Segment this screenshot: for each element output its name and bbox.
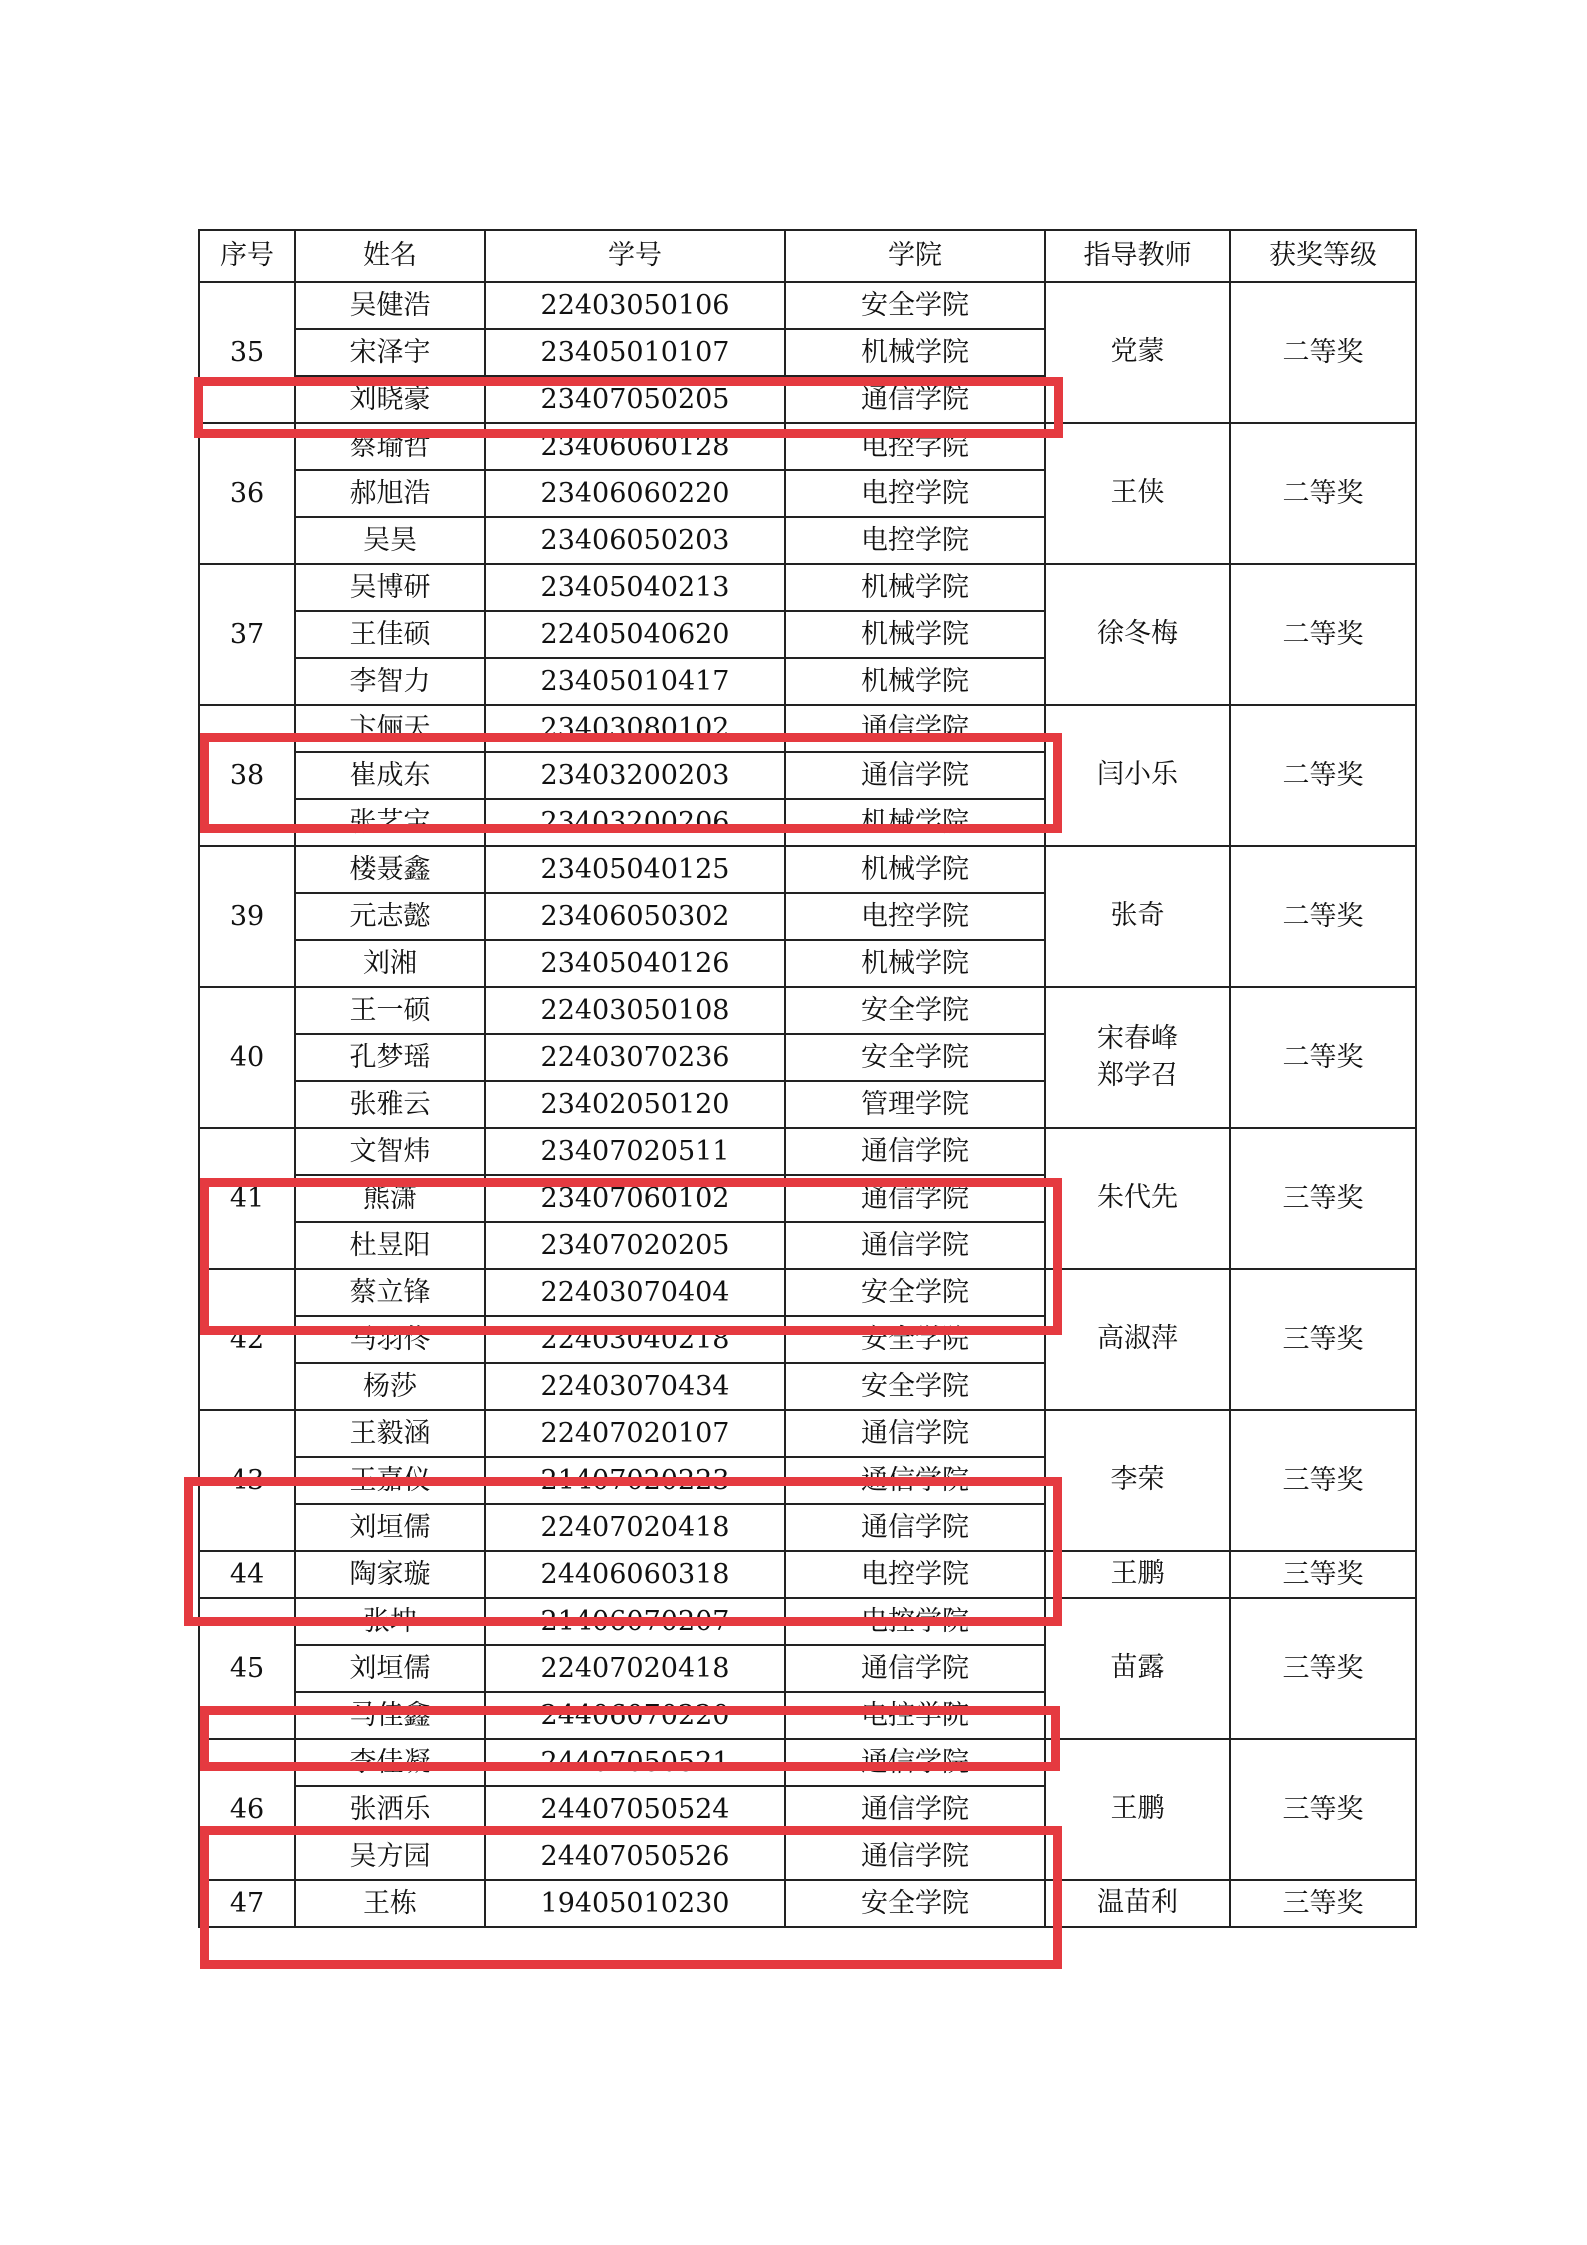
cell-student-id: 23407020511 [485, 1128, 785, 1175]
cell-college: 电控学院 [785, 1551, 1045, 1598]
cell-award: 三等奖 [1230, 1880, 1416, 1927]
cell-student-id: 23405040213 [485, 564, 785, 611]
table-row [199, 987, 1416, 1034]
cell-advisor [1045, 987, 1230, 1128]
cell-college: 通信学院 [785, 1645, 1045, 1692]
cell-name: 刘垣儒 [295, 1504, 485, 1551]
cell-advisor [1045, 1739, 1230, 1880]
table-row [199, 564, 1416, 611]
cell-award: 三等奖 [1230, 1598, 1416, 1739]
cell-college: 电控学院 [785, 517, 1045, 564]
cell-name: 王一硕 [295, 987, 485, 1034]
cell-advisor [1045, 282, 1230, 423]
advisor-name: 张奇 [1110, 900, 1165, 932]
advisor-name: 温苗利 [1097, 1887, 1178, 1919]
cell-college: 通信学院 [785, 1410, 1045, 1457]
cell-name: 蔡立锋 [295, 1269, 485, 1316]
cell-seq: 47 [199, 1880, 295, 1927]
cell-college: 机械学院 [785, 564, 1045, 611]
cell-name: 元志懿 [295, 893, 485, 940]
cell-student-id: 23402050120 [485, 1081, 785, 1128]
advisor-name: 王侠 [1110, 477, 1165, 509]
cell-student-id: 23405040126 [485, 940, 785, 987]
cell-advisor [1045, 1269, 1230, 1410]
cell-name: 吴昊 [295, 517, 485, 564]
cell-college: 通信学院 [785, 1504, 1045, 1551]
cell-name: 郝旭浩 [295, 470, 485, 517]
cell-name: 王栋 [295, 1880, 485, 1927]
cell-advisor [1045, 1410, 1230, 1551]
table-row [199, 1269, 1416, 1316]
cell-name: 马羽佟 [295, 1316, 485, 1363]
cell-name: 卞俪天 [295, 705, 485, 752]
cell-college: 安全学院 [785, 1316, 1045, 1363]
cell-student-id: 23405010107 [485, 329, 785, 376]
cell-student-id: 24407050521 [485, 1739, 785, 1786]
cell-name: 吴博研 [295, 564, 485, 611]
cell-college: 管理学院 [785, 1081, 1045, 1128]
cell-college: 安全学院 [785, 282, 1045, 329]
table-row [199, 282, 1416, 329]
cell-student-id: 22405040620 [485, 611, 785, 658]
cell-name: 李智力 [295, 658, 485, 705]
table-row [199, 1598, 1416, 1645]
cell-student-id: 22403050108 [485, 987, 785, 1034]
cell-seq: 40 [199, 987, 295, 1128]
cell-name: 李佳凝 [295, 1739, 485, 1786]
cell-award: 三等奖 [1230, 1551, 1416, 1598]
cell-student-id: 21406070207 [485, 1598, 785, 1645]
cell-student-id: 23403080102 [485, 705, 785, 752]
cell-student-id: 23406060220 [485, 470, 785, 517]
cell-name: 张艺宝 [295, 799, 485, 846]
cell-name: 楼聂鑫 [295, 846, 485, 893]
table-row [199, 1410, 1416, 1457]
cell-college: 通信学院 [785, 1786, 1045, 1833]
cell-seq: 44 [199, 1551, 295, 1598]
cell-seq: 35 [199, 282, 295, 423]
cell-student-id: 24406060318 [485, 1551, 785, 1598]
cell-student-id: 22403070236 [485, 1034, 785, 1081]
advisor-name: 徐冬梅 [1097, 618, 1178, 650]
table-row [199, 1128, 1416, 1175]
cell-name: 王嘉仪 [295, 1457, 485, 1504]
table-row [199, 1880, 1416, 1927]
advisor-name: 闫小乐 [1097, 759, 1178, 791]
cell-student-id: 22403050106 [485, 282, 785, 329]
cell-student-id: 23406050302 [485, 893, 785, 940]
cell-seq: 46 [199, 1739, 295, 1880]
cell-name: 杨莎 [295, 1363, 485, 1410]
cell-advisor [1045, 705, 1230, 846]
header-student-id: 学号 [485, 230, 785, 282]
cell-name: 刘垣儒 [295, 1645, 485, 1692]
cell-college: 安全学院 [785, 1034, 1045, 1081]
table-body [199, 282, 1416, 1927]
cell-college: 机械学院 [785, 611, 1045, 658]
cell-college: 电控学院 [785, 893, 1045, 940]
cell-advisor [1045, 1551, 1230, 1598]
advisor-name: 王鹏 [1110, 1558, 1165, 1590]
cell-college: 安全学院 [785, 1269, 1045, 1316]
cell-college: 机械学院 [785, 799, 1045, 846]
cell-student-id: 24407050524 [485, 1786, 785, 1833]
cell-college: 电控学院 [785, 1598, 1045, 1645]
cell-student-id: 23406060128 [485, 423, 785, 470]
cell-award: 二等奖 [1230, 423, 1416, 564]
cell-student-id: 24406070220 [485, 1692, 785, 1739]
cell-award: 二等奖 [1230, 564, 1416, 705]
cell-student-id: 23407050205 [485, 376, 785, 423]
cell-student-id: 24407050526 [485, 1833, 785, 1880]
cell-name: 马佳鑫 [295, 1692, 485, 1739]
cell-name: 杜昱阳 [295, 1222, 485, 1269]
cell-college: 安全学院 [785, 1880, 1045, 1927]
cell-student-id: 22403070434 [485, 1363, 785, 1410]
cell-college: 电控学院 [785, 423, 1045, 470]
cell-college: 电控学院 [785, 470, 1045, 517]
award-table [198, 229, 1417, 1928]
cell-name: 张雅云 [295, 1081, 485, 1128]
cell-name: 宋泽宇 [295, 329, 485, 376]
header-advisor: 指导教师 [1045, 230, 1230, 282]
cell-college: 通信学院 [785, 1128, 1045, 1175]
cell-student-id: 19405010230 [485, 1880, 785, 1927]
cell-student-id: 23406050203 [485, 517, 785, 564]
cell-college: 电控学院 [785, 1692, 1045, 1739]
cell-name: 刘晓豪 [295, 376, 485, 423]
cell-award: 二等奖 [1230, 282, 1416, 423]
cell-college: 通信学院 [785, 1222, 1045, 1269]
cell-seq: 42 [199, 1269, 295, 1410]
advisor-name: 苗露 [1110, 1652, 1165, 1684]
cell-name: 吴健浩 [295, 282, 485, 329]
cell-seq: 38 [199, 705, 295, 846]
cell-seq: 36 [199, 423, 295, 564]
cell-name: 文智炜 [295, 1128, 485, 1175]
cell-college: 安全学院 [785, 987, 1045, 1034]
cell-name: 张洒乐 [295, 1786, 485, 1833]
cell-college: 通信学院 [785, 1833, 1045, 1880]
cell-student-id: 23405010417 [485, 658, 785, 705]
cell-name: 孔梦瑶 [295, 1034, 485, 1081]
cell-name: 刘湘 [295, 940, 485, 987]
table-header [199, 230, 1416, 282]
cell-award: 三等奖 [1230, 1269, 1416, 1410]
table-row [199, 846, 1416, 893]
cell-award: 二等奖 [1230, 846, 1416, 987]
cell-advisor [1045, 564, 1230, 705]
cell-college: 通信学院 [785, 1739, 1045, 1786]
table-row [199, 423, 1416, 470]
cell-name: 王佳硕 [295, 611, 485, 658]
cell-name: 蔡瑜哲 [295, 423, 485, 470]
cell-name: 王毅涵 [295, 1410, 485, 1457]
cell-award: 二等奖 [1230, 705, 1416, 846]
cell-name: 崔成东 [295, 752, 485, 799]
header-award: 获奖等级 [1230, 230, 1416, 282]
header-name: 姓名 [295, 230, 485, 282]
header-college: 学院 [785, 230, 1045, 282]
cell-name: 陶家璇 [295, 1551, 485, 1598]
advisor-name: 王鹏 [1110, 1793, 1165, 1825]
cell-name: 熊潇 [295, 1175, 485, 1222]
table-row [199, 705, 1416, 752]
cell-student-id: 23407060102 [485, 1175, 785, 1222]
advisor-name: 朱代先 [1097, 1182, 1178, 1214]
cell-student-id: 23403200206 [485, 799, 785, 846]
table-row [199, 1739, 1416, 1786]
header-seq: 序号 [199, 230, 295, 282]
cell-college: 机械学院 [785, 329, 1045, 376]
cell-college: 机械学院 [785, 846, 1045, 893]
cell-student-id: 22403040218 [485, 1316, 785, 1363]
cell-college: 通信学院 [785, 752, 1045, 799]
advisor-name: 郑学召 [1097, 1059, 1178, 1091]
cell-award: 三等奖 [1230, 1128, 1416, 1269]
cell-seq: 45 [199, 1598, 295, 1739]
cell-seq: 39 [199, 846, 295, 987]
cell-student-id: 23407020205 [485, 1222, 785, 1269]
cell-advisor [1045, 846, 1230, 987]
cell-student-id: 21407020223 [485, 1457, 785, 1504]
cell-advisor [1045, 423, 1230, 564]
cell-award: 三等奖 [1230, 1739, 1416, 1880]
cell-award: 二等奖 [1230, 987, 1416, 1128]
cell-student-id: 23403200203 [485, 752, 785, 799]
header-row [199, 230, 1416, 282]
cell-college: 通信学院 [785, 1175, 1045, 1222]
cell-college: 通信学院 [785, 705, 1045, 752]
cell-student-id: 23405040125 [485, 846, 785, 893]
cell-college: 安全学院 [785, 1363, 1045, 1410]
cell-seq: 43 [199, 1410, 295, 1551]
cell-advisor [1045, 1880, 1230, 1927]
cell-advisor [1045, 1598, 1230, 1739]
cell-name: 张坤 [295, 1598, 485, 1645]
cell-award: 三等奖 [1230, 1410, 1416, 1551]
advisor-name: 李荣 [1110, 1464, 1165, 1496]
table-row [199, 1551, 1416, 1598]
cell-seq: 41 [199, 1128, 295, 1269]
cell-student-id: 22407020418 [485, 1504, 785, 1551]
cell-student-id: 22407020418 [485, 1645, 785, 1692]
advisor-name: 党蒙 [1110, 336, 1165, 368]
advisor-name: 高淑萍 [1097, 1323, 1178, 1355]
cell-college: 机械学院 [785, 658, 1045, 705]
cell-advisor [1045, 1128, 1230, 1269]
cell-student-id: 22407020107 [485, 1410, 785, 1457]
advisor-name: 宋春峰 [1097, 1023, 1178, 1055]
cell-student-id: 22403070404 [485, 1269, 785, 1316]
cell-college: 通信学院 [785, 1457, 1045, 1504]
cell-college: 机械学院 [785, 940, 1045, 987]
cell-college: 通信学院 [785, 376, 1045, 423]
cell-name: 吴方园 [295, 1833, 485, 1880]
cell-seq: 37 [199, 564, 295, 705]
